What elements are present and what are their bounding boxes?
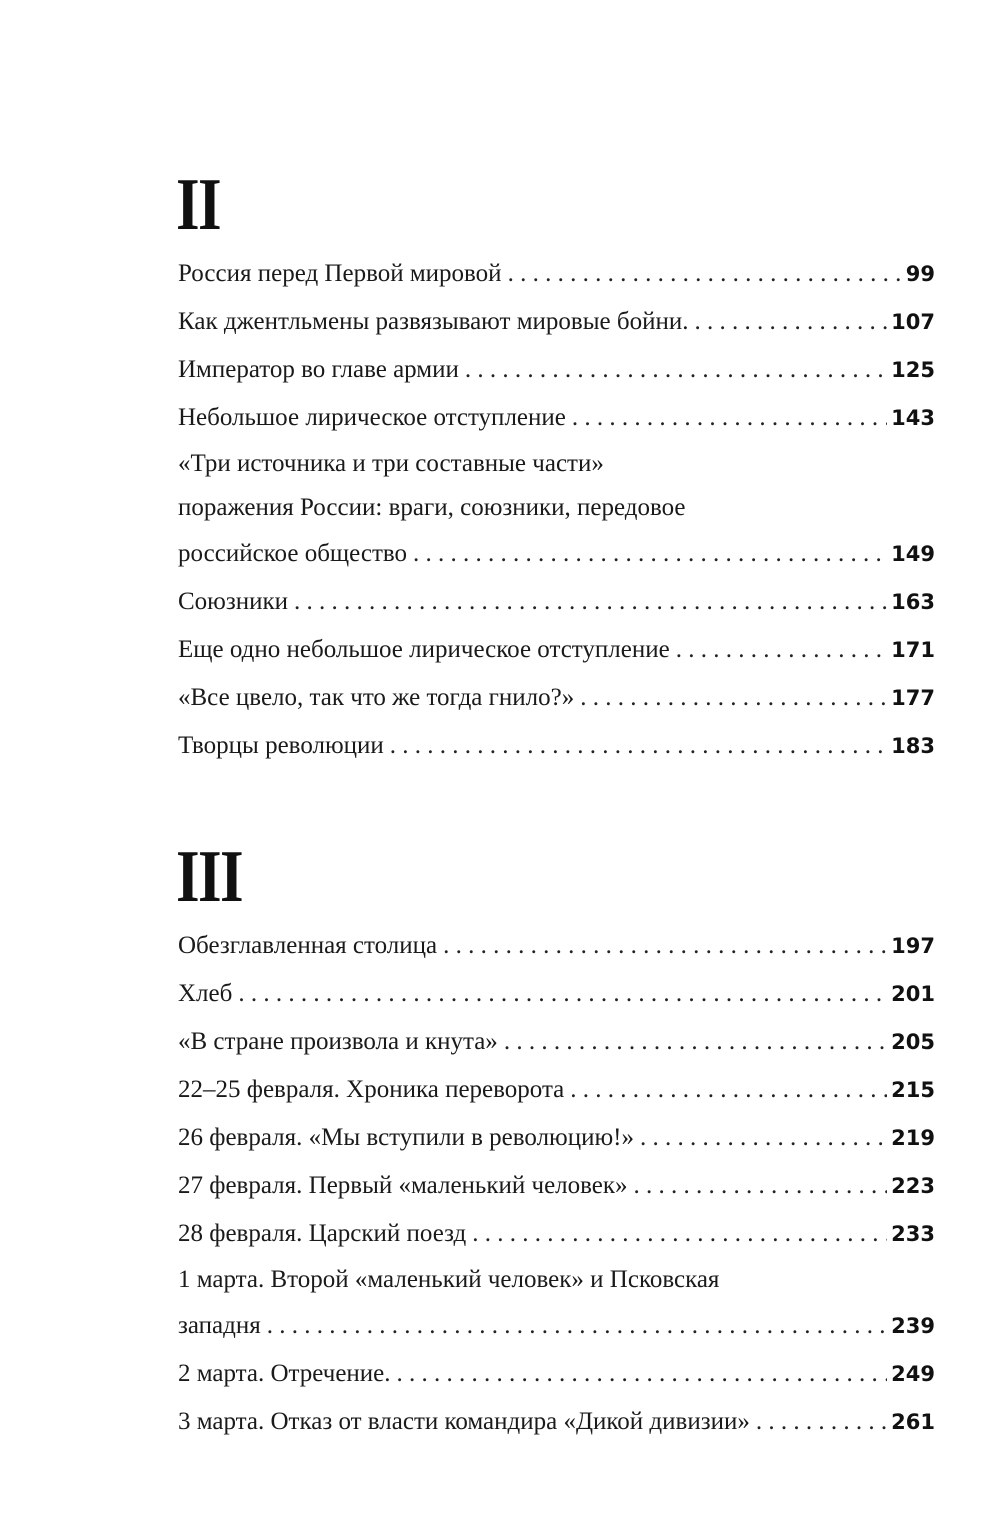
page-number: 223 (891, 1174, 935, 1198)
toc-entry[interactable] (178, 626, 935, 674)
toc-entry-title: западня (178, 1312, 261, 1339)
dot-leader (472, 1210, 887, 1258)
toc-entry-row (178, 346, 935, 394)
toc-entry-row (178, 1066, 935, 1114)
toc-entry-title: Творцы революции (178, 732, 384, 759)
toc-entry-title: 22–25 февраля. Хроника переворота (178, 1076, 565, 1103)
dot-leader (508, 250, 902, 298)
toc-entry[interactable] (178, 250, 935, 298)
dot-leader (504, 1018, 887, 1066)
toc-entry[interactable] (178, 1350, 935, 1398)
toc-entry-title: 27 февраля. Первый «маленький человек» (178, 1172, 628, 1199)
toc-entry-title: Император во главе армии (178, 356, 459, 383)
section-numeral: II (176, 164, 220, 246)
dot-leader (634, 1162, 888, 1210)
page-number: 99 (905, 262, 935, 286)
toc-entry-row (178, 970, 935, 1018)
toc-entry-title: Как джентльмены развязывают мировые бойни. (178, 308, 689, 335)
page-number: 215 (891, 1078, 935, 1102)
toc-entry-row (178, 298, 935, 346)
toc-entry-row (178, 626, 935, 674)
toc-entry[interactable] (178, 346, 935, 394)
toc-entry[interactable] (178, 1114, 935, 1162)
toc-entry-title: 26 февраля. «Мы вступили в революцию!» (178, 1124, 634, 1151)
page-number: 239 (891, 1314, 935, 1338)
toc-entry-title: 3 марта. Отказ от власти командира «Дикой дивизии» (178, 1408, 750, 1435)
page-number: 233 (891, 1222, 935, 1246)
page-number: 261 (891, 1410, 935, 1434)
toc-entry-title: Обезглавленная столица (178, 932, 438, 959)
toc-entry-row (178, 1114, 935, 1162)
toc-entry[interactable] (178, 674, 935, 722)
toc-entry[interactable] (178, 922, 935, 970)
toc-entry[interactable] (178, 722, 935, 770)
toc-entry[interactable] (178, 1210, 935, 1258)
toc-entry-row (178, 578, 935, 626)
toc-entry-row (178, 394, 935, 442)
dot-leader (572, 394, 887, 442)
page-number: 143 (891, 406, 935, 430)
section-numeral: III (176, 836, 242, 918)
page-number: 149 (891, 542, 935, 566)
toc-entry[interactable] (178, 970, 935, 1018)
toc-entry-title: «Все цвело, так что же тогда гнило?» (178, 684, 575, 711)
page-number: 205 (891, 1030, 935, 1054)
toc-entry-row (178, 1398, 935, 1446)
page-number: 171 (891, 638, 935, 662)
toc-entry-row (178, 1162, 935, 1210)
toc-entry-title-line: «Три источника и три составные части» (178, 450, 604, 477)
page-number: 163 (891, 590, 935, 614)
dot-leader (397, 1350, 888, 1398)
dot-leader (694, 298, 887, 346)
toc-entry[interactable] (178, 1398, 935, 1446)
toc-entry-row (178, 1302, 935, 1350)
toc-entry-row (178, 530, 935, 578)
toc-entry-title: Небольшое лирическое отступление (178, 404, 566, 431)
dot-leader (580, 674, 887, 722)
toc-entry[interactable] (178, 1018, 935, 1066)
toc-entry[interactable] (178, 1066, 935, 1114)
toc-entry-row (178, 922, 935, 970)
toc-entry-title: Еще одно небольшое лирическое отступление (178, 636, 670, 663)
toc-entry-title: 2 марта. Отречение. (178, 1360, 391, 1387)
dot-leader (640, 1114, 887, 1162)
page-number: 183 (891, 734, 935, 758)
page-number: 177 (891, 686, 935, 710)
dot-leader (238, 970, 887, 1018)
toc-entry-title: российское общество (178, 540, 408, 567)
toc-list (178, 250, 935, 770)
toc-entry-title: Россия перед Первой мировой (178, 260, 502, 287)
toc-entry[interactable] (178, 578, 935, 626)
toc-entry-row (178, 722, 935, 770)
dot-leader (465, 346, 887, 394)
dot-leader (676, 626, 887, 674)
dot-leader (413, 530, 887, 578)
toc-entry-title-line: поражения России: враги, союзники, передовое (178, 494, 686, 521)
toc-entry[interactable] (178, 394, 935, 442)
toc-entry-title-line: 1 марта. Второй «маленький человек» и Псковская (178, 1266, 720, 1293)
page-number: 197 (891, 934, 935, 958)
dot-leader (570, 1066, 887, 1114)
toc-entry-title: Союзники (178, 588, 289, 615)
toc-entry-title: «В стране произвола и кнута» (178, 1028, 498, 1055)
toc-entry[interactable] (178, 1162, 935, 1210)
toc-entry-row (178, 674, 935, 722)
dot-leader (267, 1302, 887, 1350)
page-number: 125 (891, 358, 935, 382)
toc-entry[interactable] (178, 298, 935, 346)
toc-entry-row (178, 250, 935, 298)
page-number: 107 (891, 310, 935, 334)
toc-entry-title: Хлеб (178, 980, 233, 1007)
toc-entry-title: 28 февраля. Царский поезд (178, 1220, 467, 1247)
page-number: 219 (891, 1126, 935, 1150)
toc-entry[interactable] (178, 442, 935, 578)
page-number: 201 (891, 982, 935, 1006)
dot-leader (390, 722, 887, 770)
dot-leader (443, 922, 887, 970)
toc-entry-row (178, 1350, 935, 1398)
toc-list (178, 922, 935, 1446)
page-number: 249 (891, 1362, 935, 1386)
toc-section-3 (176, 836, 935, 1446)
toc-entry-row (178, 1210, 935, 1258)
toc-entry-row (178, 1018, 935, 1066)
toc-entry[interactable] (178, 1258, 935, 1350)
dot-leader (294, 578, 887, 626)
dot-leader (756, 1398, 887, 1446)
toc-section-2 (176, 164, 935, 770)
